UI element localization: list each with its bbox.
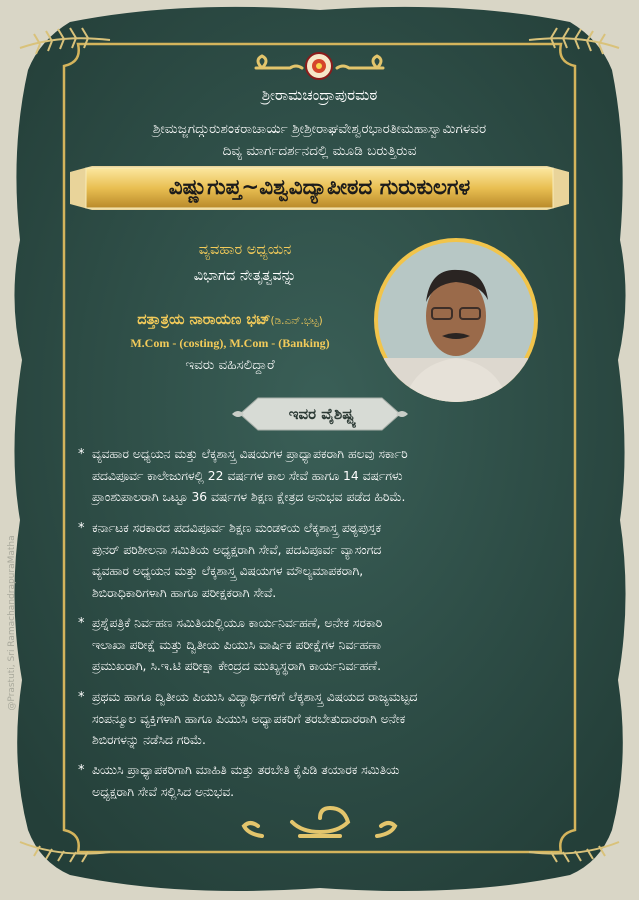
feature-line: ಶಿಬಿರಗಳನ್ನು ನಡೆಸಿದ ಗರಿಮೆ.: [92, 733, 206, 747]
feature-line: ವ್ಯವಹಾರ ಅಧ್ಯಯನ ಮತ್ತು ಲೆಕ್ಕಶಾಸ್ತ್ರ ವಿಷಯಗಳ ಮೌಲ್ಯಮಾಪಕರಾಗಿ,: [92, 564, 364, 578]
feature-line: ಪುನರ್ ಪರಿಶೀಲನಾ ಸಮಿತಿಯ ಅಧ್ಯಕ್ಷರಾಗಿ ಸೇವೆ, ಪದವಿಪೂರ್ವ ವ್ಯಾಸಂಗದ: [92, 542, 382, 557]
bullet-icon: *: [78, 447, 85, 462]
bullet-icon: *: [78, 521, 85, 536]
subtitle-line-2: ದಿವ್ಯ ಮಾರ್ಗದರ್ಶನದಲ್ಲಿ ಮೂಡಿ ಬರುತ್ತಿರುವ: [222, 143, 417, 159]
features-title: ಇವರ ವೈಶಿಷ್ಟ್ಯ: [288, 405, 357, 423]
bullet-icon: *: [78, 616, 85, 631]
feature-line: ಅಧ್ಯಕ್ಷರಾಗಿ ಸೇವೆ ಸಲ್ಲಿಸಿದ ಅನುಭವ.: [92, 784, 235, 799]
person-short-name: (ಡಿ.ಎನ್.ಭಟ್ಟ): [270, 315, 323, 327]
feature-line: ವ್ಯವಹಾರ ಅಧ್ಯಯನ ಮತ್ತು ಲೆಕ್ಕಶಾಸ್ತ್ರ ವಿಷಯಗಳ ಪ್ರಾಧ್ಯಾಪಕರಾಗಿ ಹಲವು ಸರ್ಕಾರಿ: [92, 447, 408, 461]
feature-line: ಶಿಬಿರಾಧಿಕಾರಿಗಳಾಗಿ ಹಾಗೂ ಪರೀಕ್ಷಕರಾಗಿ ಸೇವೆ.: [92, 585, 277, 600]
org-name: ಶ್ರೀರಾಮಚಂದ್ರಾಪುರಮಠ: [261, 86, 378, 104]
feature-item: [78, 687, 562, 752]
person-name-line: [60, 312, 400, 328]
main-title: ವಿಷ್ಣುಗುಪ್ತ~ವಿಶ್ವವಿದ್ಯಾಪೀಠದ ಗುರುಕುಲಗಳ: [168, 175, 471, 200]
feature-line: ಪ್ರಥಮ ಹಾಗೂ ದ್ವಿತೀಯ ಪಿಯುಸಿ ವಿದ್ಯಾರ್ಥಿಗಳಿಗೆ ಲೆಕ್ಕಶಾಸ್ತ್ರ ವಿಷಯದ ರಾಜ್ಯಮಟ್ಟದ: [92, 690, 418, 704]
person-photo: [374, 238, 538, 402]
qualification: M.Com - (costing), M.Com - (Banking): [130, 336, 330, 350]
feature-item: [78, 444, 562, 509]
feature-line: ಪದವಿಪೂರ್ವ ಕಾಲೇಜುಗಳಲ್ಲಿ 22 ವರ್ಷಗಳ ಕಾಲ ಸೇವೆ ಹಾಗೂ 14 ವರ್ಷಗಳು: [92, 468, 403, 483]
department-line-1: ವ್ಯವಹಾರ ಅಧ್ಯಯನ: [198, 242, 292, 258]
watermark: @Prastuti, Sri RamachandrapuraMatha: [7, 535, 17, 711]
feature-item: [78, 613, 562, 678]
feature-line: ಪಿಯುಸಿ ಪ್ರಾಧ್ಯಾಪಕರಿಗಾಗಿ ಮಾಹಿತಿ ಮತ್ತು ತರಬೇತಿ ಕೈಪಿಡಿ ತಯಾರಕ ಸಮಿತಿಯ: [92, 763, 400, 777]
feature-item: [78, 518, 562, 604]
department-line-2: ವಿಭಾಗದ ನೇತೃತ್ವವನ್ನು: [193, 268, 297, 284]
feature-item: [78, 760, 562, 803]
feature-line: ಪ್ರಾಂಶುಪಾಲರಾಗಿ ಒಟ್ಟೂ 36 ವರ್ಷಗಳ ಶಿಕ್ಷಣ ಕ್ಷೇತ್ರದ ಅನುಭವ ಪಡೆದ ಹಿರಿಮೆ.: [92, 490, 406, 504]
holds-text: ಇವರು ವಹಿಸಲಿದ್ದಾರೆ: [185, 357, 275, 373]
feature-line: ಕರ್ನಾಟಕ ಸರಕಾರದ ಪದವಿಪೂರ್ವ ಶಿಕ್ಷಣ ಮಂಡಳಿಯ ಲೆಕ್ಕಶಾಸ್ತ್ರ ಪಠ್ಯಪುಸ್ತಕ: [92, 521, 382, 535]
feature-line: ಪ್ರಮುಖರಾಗಿ, ಸಿ.ಇ.ಟಿ ಪರೀಕ್ಷಾ ಕೇಂದ್ರದ ಮುಖ್ಯಸ್ಥರಾಗಿ ಕಾರ್ಯನಿರ್ವಹಣೆ.: [92, 659, 382, 673]
person-name: ದತ್ತಾತ್ರಯ ನಾರಾಯಣ ಭಟ್: [137, 312, 271, 328]
bullet-icon: *: [78, 763, 85, 778]
feature-line: ಸಂಪನ್ಮೂಲ ವ್ಯಕ್ತಿಗಳಾಗಿ ಹಾಗೂ ಪಿಯುಸಿ ಅಧ್ಯಾಪಕರಿಗೆ ತರಬೇತುದಾರರಾಗಿ ಅನೇಕ: [92, 711, 406, 726]
person-portrait-icon: [374, 238, 538, 402]
feature-line: ಇಲಾಖಾ ಪರೀಕ್ಷೆ ಮತ್ತು ದ್ವಿತೀಯ ಪಿಯುಸಿ ವಾರ್ಷಿಕ ಪರೀಕ್ಷೆಗಳ ನಿರ್ವಹಣಾ: [92, 637, 381, 652]
matha-emblem-icon: [306, 53, 332, 79]
bullet-icon: *: [78, 690, 85, 705]
feature-line: ಪ್ರಶ್ನೆಪತ್ರಿಕೆ ನಿರ್ವಹಣ ಸಮಿತಿಯಲ್ಲಿಯೂ ಕಾರ್ಯನಿರ್ವಹಣೆ, ಅನೇಕ ಸರಕಾರಿ: [92, 616, 383, 630]
subtitle-line-1: ಶ್ರೀಮಜ್ಜಗದ್ಗುರುಶಂಕರಾಚಾರ್ಯ ಶ್ರೀಶ್ರೀರಾಘವೇಶ್ವರಭಾರತೀಮಹಾಸ್ವಾಮಿಗಳವರ: [152, 121, 487, 137]
